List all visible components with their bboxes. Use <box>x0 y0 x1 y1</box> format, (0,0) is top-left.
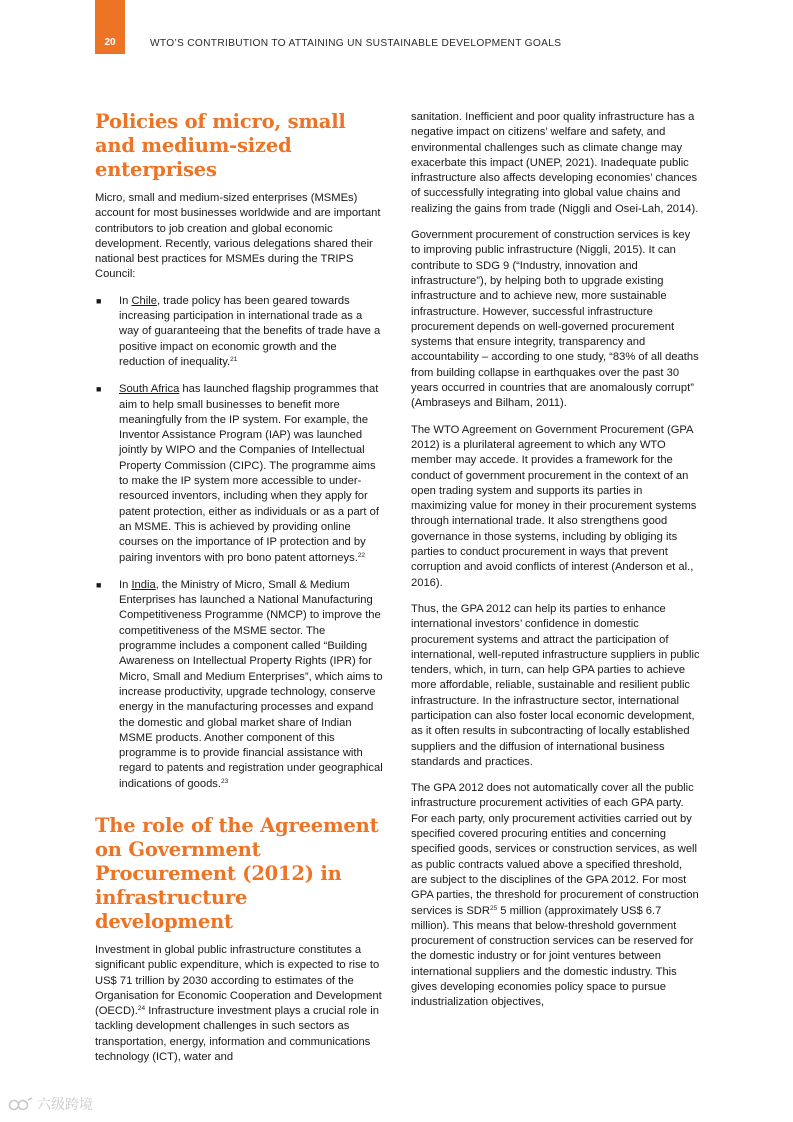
paragraph-gpa-agreement: The WTO Agreement on Government Procurement (GPA 2012) is a plurilateral agreement to which any WTO member may accede. It provides a framework for the conduct of government procurement in the context of an open trading system and supports its parties in maximizing value for money in their procurement systems through international trade. It also strengthens good governance in those systems, including by obliging its parties to conduct procurement in ways that prevent corruption and avoid conflicts of interest (Anderson et al., 2016). <box>411 423 697 589</box>
section-heading-gpa: The role of the Agreement on Government Procurement (2012) in infrastructure development <box>95 813 379 933</box>
country-link: Chile <box>131 294 157 307</box>
footnote-ref: 25 <box>489 904 498 912</box>
footnote-ref: 22 <box>357 551 366 559</box>
footnote-ref: 21 <box>230 355 238 363</box>
left-column <box>95 110 385 1076</box>
paragraph-investor-confidence: Thus, the GPA 2012 can help its parties to enhance international investors’ confidence in domestic procurement systems and attract the participation of international, well-reputed infrastructure suppliers in public tenders, which, in turn, can help GPA parties to achieve more affordable, reliable, sustainable and resilient public infrastructure. In the infrastructure sector, international participation can also foster local economic development, as it often results in subcontracting of locally established suppliers and the diffusion of international business standards and practices. <box>411 602 700 768</box>
paragraph-sanitation: sanitation. Inefficient and poor quality infrastructure has a negative impact on citizens’ welfare and safety, and environmental challenges such as climate change may exacerbate this impact (UNEP, 2021). Inadequate public infrastructure also affects developing economies’ chances of successfully integrating into global value chains and realizing the gains from trade (Niggli and Osei-Lah, 2014). <box>411 111 699 215</box>
page-number: 20 <box>95 0 125 54</box>
bullet-icon: ■ <box>96 579 102 590</box>
country-link: South Africa <box>119 383 180 396</box>
intro-paragraph: Micro, small and medium-sized enterprises (MSMEs) account for most businesses worldwide and are important contributors to job creation and global economic development. Recently, various delegations shared their national best practices for MSMEs during the TRIPS Council: <box>95 192 381 281</box>
paragraph-coverage: The GPA 2012 does not automatically cover all the public infrastructure procurement activities of each GPA party. For each party, only procurement activities carried out by specified covered procuring entities and concerning specified goods, services or construction services, as well as public contracts valued above a specified threshold, are subject to the disciplines of the GPA 2012. For most GPA parties, the threshold for procurement of construction services is SDR$^{25}$ 5 million (approximately US$ 6.7 million). This means that below-threshold government procurement of construction services can be reserved for the domestic industry or for joint ventures between international suppliers and the domestic industry. This gives developing economies policy space to pursue industrialization objectives, <box>411 782 699 1009</box>
country-list <box>95 294 385 792</box>
country-link: India <box>131 578 156 591</box>
bullet-icon: ■ <box>96 295 102 306</box>
paragraph-construction-procurement: Government procurement of construction services is key to improving public infrastructure (Niggli, 2015). It can contribute to SDG 9 (“Industry, innovation and infrastructure”), by helping both to upgrade existing infrastructure and to achieve new, more sustainable infrastructure. However, successful infrastructure procurement depends on well-governed procurement systems that ensure integrity, transparency and accountability – according to one study, “83% of all deaths from building collapse in earthquakes over the past 30 years occurred in countries that are anomalously corrupt” (Ambraseys and Bilham, 2011). <box>411 229 699 410</box>
watermark-logo-icon <box>8 1096 34 1112</box>
watermark-text: 六级跨境 <box>37 1096 93 1112</box>
running-title: WTO’S CONTRIBUTION TO ATTAINING UN SUSTAINABLE DEVELOPMENT GOALS <box>150 38 562 49</box>
infrastructure-paragraph: Investment in global public infrastructure constitutes a significant public expenditure, which is expected to rise to US$ 71 trillion by 2030 according to estimates of the Organisation for Economic Cooperation and Development (OECD).$^{24}$ Infrastructure investment plays a crucial role in tackling development challenges in such sectors as transportation, energy, information and communications technology (ICT), water and <box>95 943 382 1064</box>
bullet-icon: ■ <box>96 384 102 395</box>
watermark <box>8 1094 93 1114</box>
right-column <box>411 110 701 1022</box>
footnote-ref: 24 <box>137 1005 146 1013</box>
list-item-chile: ■ In Chile, trade policy has been geared towards increasing participation in international trade as a way of guaranteeing that the benefits of trade have a positive impact on economic growth and the reduction of inequality.$^{21}$ <box>96 294 381 368</box>
section-heading-msme: Policies of micro, small and medium-sized enterprises <box>95 110 346 181</box>
page-header <box>0 0 793 56</box>
footnote-ref: 23 <box>221 777 229 785</box>
list-item-south-africa: ■ South Africa has launched flagship programmes that aim to help small businesses to benefit more meaningfully from the IP system. For example, the Inventor Assistance Program (IAP) was launched jointly by WIPO and the Companies of Intellectual Property Commission (CIPC). The programme aims to make the IP system more accessible to under-resourced inventors, including when they apply for patent protection, either as individuals or as a part of an MSME. This is achieved by providing online courses on the importance of IP protection and by pairing inventors with pro bono patent attorneys.$^{22}$ <box>96 383 379 564</box>
list-item-india: ■ In India, the Ministry of Micro, Small & Medium Enterprises has launched a National Manufacturing Competitiveness Programme (NMCP) to improve the competitiveness of the MSME sector. The programme includes a component called “Building Awareness on Intellectual Property Rights (IPR) for Micro, Small and Medium Enterprises”, which aims to increase productivity, upgrade technology, conserve energy in the manufacturing processes and expand the domestic and global market share of Indian MSME products. Another component of this programme is to provide financial assistance with regard to patents and registration under geographical indications of goods.$^{23}$ <box>96 578 383 790</box>
